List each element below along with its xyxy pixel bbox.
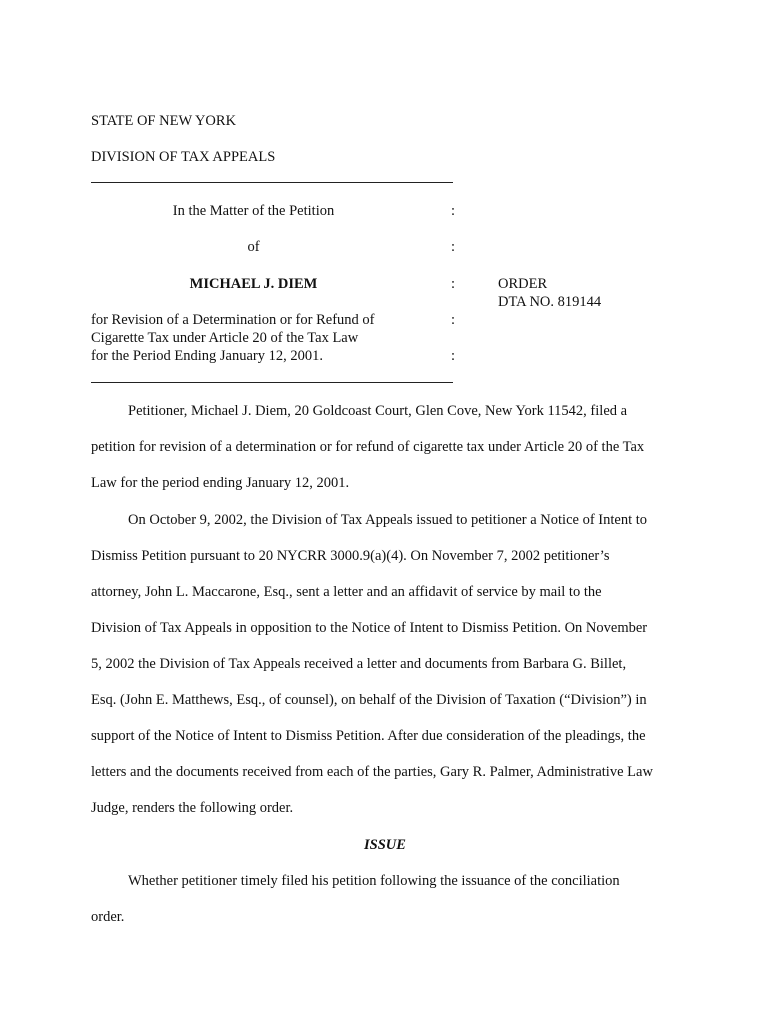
paragraph-2-line: 5, 2002 the Division of Tax Appeals received a letter and documents from Barbara G. Billet, <box>91 656 627 672</box>
caption-petitioner-name: MICHAEL J. DIEM <box>189 276 318 292</box>
paragraph-2-line: On October 9, 2002, the Division of Tax Appeals issued to petitioner a Notice of Intent to <box>128 512 648 528</box>
order-label: ORDER <box>498 276 548 292</box>
paragraph-2-line: Division of Tax Appeals in opposition to the Notice of Intent to Dismiss Petition. On November <box>91 620 648 636</box>
paragraph-2-line: Judge, renders the following order. <box>91 800 294 816</box>
issue-line: Whether petitioner timely filed his petition following the issuance of the conciliation <box>128 873 620 889</box>
caption-colon: : <box>451 276 456 292</box>
paragraph-1-line: petition for revision of a determination or for refund of cigarette tax under Article 20 of the Tax <box>91 439 645 455</box>
paragraph-2-line: letters and the documents received from each of the parties, Gary R. Palmer, Administrative Law <box>91 764 653 780</box>
caption-colon: : <box>451 239 456 255</box>
caption-top-rule <box>91 182 453 183</box>
paragraph-2-line: attorney, John L. Maccarone, Esq., sent a letter and an affidavit of service by mail to the <box>91 584 602 600</box>
state-heading: STATE OF NEW YORK <box>91 113 237 129</box>
caption-matter: In the Matter of the Petition <box>172 203 335 219</box>
paragraph-1-line: Law for the period ending January 12, 2001. <box>91 475 350 491</box>
paragraph-1-line: Petitioner, Michael J. Diem, 20 Goldcoast Court, Glen Cove, New York 11542, filed a <box>128 403 628 419</box>
caption-colon: : <box>451 348 456 364</box>
caption-of: of <box>247 239 260 255</box>
paragraph-2-line: Esq. (John E. Matthews, Esq., of counsel), on behalf of the Division of Taxation (“Division”) in <box>91 692 647 708</box>
caption-colon: : <box>451 203 456 219</box>
paragraph-2-line: Dismiss Petition pursuant to 20 NYCRR 3000.9(a)(4). On November 7, 2002 petitioner’s <box>91 548 610 564</box>
issue-line: order. <box>91 909 125 925</box>
paragraph-2-line: support of the Notice of Intent to Dismiss Petition. After due consideration of the pleadings, the <box>91 728 646 744</box>
caption-purpose-line-3: for the Period Ending January 12, 2001. <box>91 348 323 364</box>
issue-heading: ISSUE <box>364 837 406 853</box>
division-heading: DIVISION OF TAX APPEALS <box>91 149 276 165</box>
caption-colon: : <box>451 312 456 328</box>
dta-number: DTA NO. 819144 <box>498 294 602 310</box>
caption-bottom-rule <box>91 382 453 383</box>
caption-purpose-line-2: Cigarette Tax under Article 20 of the Tax Law <box>91 330 359 346</box>
caption-purpose-line-1: for Revision of a Determination or for Refund of <box>91 312 375 328</box>
